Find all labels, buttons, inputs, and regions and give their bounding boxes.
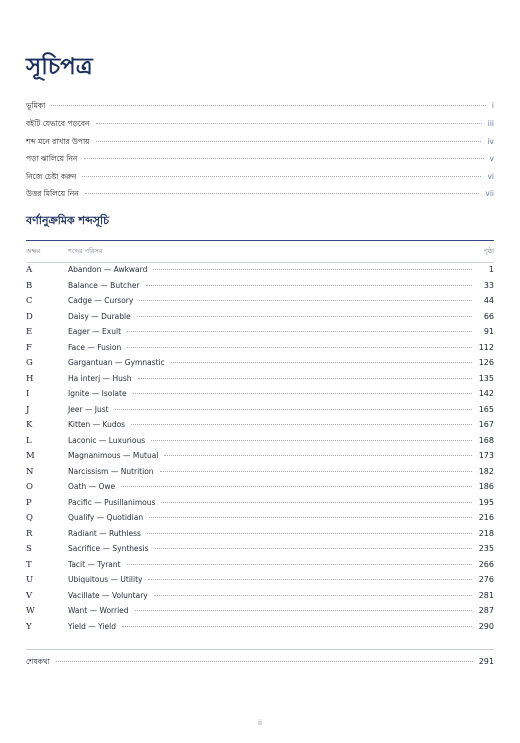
dot-leader [137,316,472,317]
index-range: Ignite — Isolate [68,389,127,398]
dot-leader [121,486,472,487]
entry-page: iii [487,119,494,128]
index-letter: V [26,590,33,601]
index-range: Vacillate — Voluntary [68,590,148,600]
index-letter: U [26,575,34,585]
dot-leader [122,626,472,627]
index-range: Sacrifice — Synthesis [68,544,149,553]
dot-leader [161,502,472,503]
dot-leader [51,105,486,106]
front-matter-item[interactable] [26,172,494,186]
index-letter: J [26,404,30,415]
index-range: Abandon — Awkward [68,265,148,274]
index-letter: W [26,606,35,616]
entry-label: উত্তর মিলিয়ে নিন [26,189,79,198]
page-number: ii [258,719,262,727]
dot-leader [96,123,482,124]
entry-label: ভূমিকা [26,101,46,110]
dot-leader [146,285,472,286]
dot-leader [135,610,472,611]
index-range: Radiant — Ruthless [68,528,141,538]
dot-leader [127,347,472,348]
index-range: Face — Fusion [68,342,122,352]
dot-leader [153,269,472,270]
index-range: Narcissism — Nutrition [68,466,154,476]
index-letter: D [26,311,33,322]
divider [26,240,494,241]
dot-leader [56,661,473,662]
dot-leader [149,517,472,518]
entry-page: vii [485,189,494,198]
index-range: Pacific — Pusillanimous [68,497,156,507]
index-range: Daisy — Durable [68,311,131,321]
index-page: 33 [483,280,494,290]
dot-leader [147,533,472,534]
index-row[interactable] [26,281,494,297]
index-page: 91 [483,327,494,336]
index-letter: S [26,544,32,554]
index-row[interactable] [26,529,494,545]
dot-leader [171,362,472,363]
index-page: 1 [488,265,494,274]
index-letter: G [26,358,33,368]
index-row[interactable] [26,374,494,390]
index-row[interactable] [26,544,494,560]
index-letter: P [26,497,32,508]
index-page: 173 [478,451,494,460]
index-title: বর্ণানুক্রমিক শব্দসূচি [26,214,110,227]
index-letter: A [26,265,33,275]
index-page: 287 [478,606,494,615]
index-letter: I [26,389,30,399]
index-range: Gargantuan — Gymnastic [68,358,165,367]
index-row[interactable] [26,482,494,498]
index-page: 112 [478,342,494,352]
index-row[interactable] [26,467,494,483]
index-page: 281 [478,590,494,600]
index-range: Want — Worried [68,606,129,615]
entry-page: iv [487,137,494,146]
front-matter-item[interactable] [26,119,494,133]
index-page: 44 [483,296,494,305]
index-range: Ubiquitous — Utility [68,575,143,584]
dot-leader [155,548,472,549]
entry-page: 291 [478,657,494,666]
index-range: Balance — Butcher [68,280,140,290]
index-letter: N [26,466,34,477]
index-page: 66 [483,311,494,321]
index-range: Kitten — Kudos [68,420,126,429]
index-letter: O [26,482,33,492]
dot-leader [127,564,472,565]
index-range: Eager — Exult [68,327,122,336]
index-range: Laconic — Luxurious [68,435,146,445]
index-letter: K [26,420,33,430]
index-row[interactable] [26,606,494,622]
front-matter-item[interactable] [26,101,494,115]
index-letter: B [26,280,33,291]
entry-label: পড়া ঝালিয়ে নিন [26,154,78,163]
index-page: 290 [478,621,494,631]
index-list [26,265,494,637]
index-letter: C [26,296,33,306]
index-row[interactable] [26,296,494,312]
index-row[interactable] [26,513,494,529]
index-letter: Y [26,621,32,632]
dot-leader [85,193,480,194]
index-page: 266 [478,559,494,569]
index-letter: T [26,559,32,570]
dot-leader [139,300,472,301]
index-page: 195 [478,497,494,507]
index-range: Magnanimous — Mutual [68,451,159,460]
dot-leader [133,393,472,394]
index-page: 142 [478,389,494,398]
entry-page: i [491,101,494,110]
dot-leader [131,424,472,425]
index-row[interactable] [26,389,494,405]
index-letter: L [26,435,32,446]
index-row[interactable] [26,622,494,638]
index-page: 186 [478,482,494,491]
index-range: Tacit — Tyrant [68,559,121,569]
end-matter-item[interactable] [26,657,494,669]
entry-page: vi [487,172,494,181]
dot-leader [160,471,472,472]
index-letter: Q [26,513,33,523]
entry-label: শেষকথা [26,657,50,666]
index-letter: F [26,342,32,353]
column-header-letter: অক্ষর [26,247,41,255]
index-row[interactable] [26,265,494,281]
front-matter-item[interactable] [26,137,494,151]
index-row[interactable] [26,420,494,436]
entry-label: নিজে চেষ্টা করুন [26,172,77,181]
front-matter-item[interactable] [26,154,494,168]
dot-leader [154,595,472,596]
dot-leader [127,331,472,332]
dot-leader [164,455,472,456]
index-row[interactable] [26,405,494,421]
index-page: 168 [478,435,494,445]
index-row[interactable] [26,436,494,452]
dot-leader [82,176,481,177]
index-page: 218 [478,528,494,538]
index-page: 216 [478,513,494,522]
dot-leader [148,579,472,580]
dot-leader [138,378,472,379]
column-header-range: শব্দের পরিসর [68,247,103,255]
index-page: 235 [478,544,494,553]
index-range: Oath — Owe [68,482,116,491]
index-range: Jeer — Just [68,404,109,414]
index-range: Yield — Yield [68,621,116,631]
divider [26,649,494,650]
index-letter: M [26,451,35,461]
index-letter: H [26,373,34,384]
dot-leader [151,440,472,441]
front-matter-item[interactable] [26,189,494,203]
index-page: 165 [478,404,494,414]
index-row[interactable] [26,312,494,328]
entry-label: বইটি যেভাবে পড়বেন [26,119,90,128]
index-row[interactable] [26,498,494,514]
page-title: সূচিপত্র [26,54,93,80]
index-range: Ha interj — Hush [68,373,132,383]
index-page: 167 [478,420,494,429]
index-range: Cadge — Cursory [68,296,134,305]
index-letter: E [26,327,33,337]
index-row[interactable] [26,560,494,576]
divider [26,262,494,263]
dot-leader [84,158,484,159]
index-page: 182 [478,466,494,476]
index-row[interactable] [26,451,494,467]
index-row[interactable] [26,327,494,343]
index-letter: R [26,528,33,539]
index-row[interactable] [26,358,494,374]
dot-leader [96,141,482,142]
index-page: 126 [478,358,494,367]
index-row[interactable] [26,575,494,591]
index-page: 135 [478,373,494,383]
index-page: 276 [478,575,494,584]
entry-page: v [489,154,494,163]
entry-label: শব্দ মনে রাখার উপায় [26,137,90,146]
dot-leader [115,409,472,410]
index-row[interactable] [26,343,494,359]
index-row[interactable] [26,591,494,607]
index-range: Qualify — Quotidian [68,513,144,522]
column-header-page: পৃষ্ঠা [483,247,494,255]
